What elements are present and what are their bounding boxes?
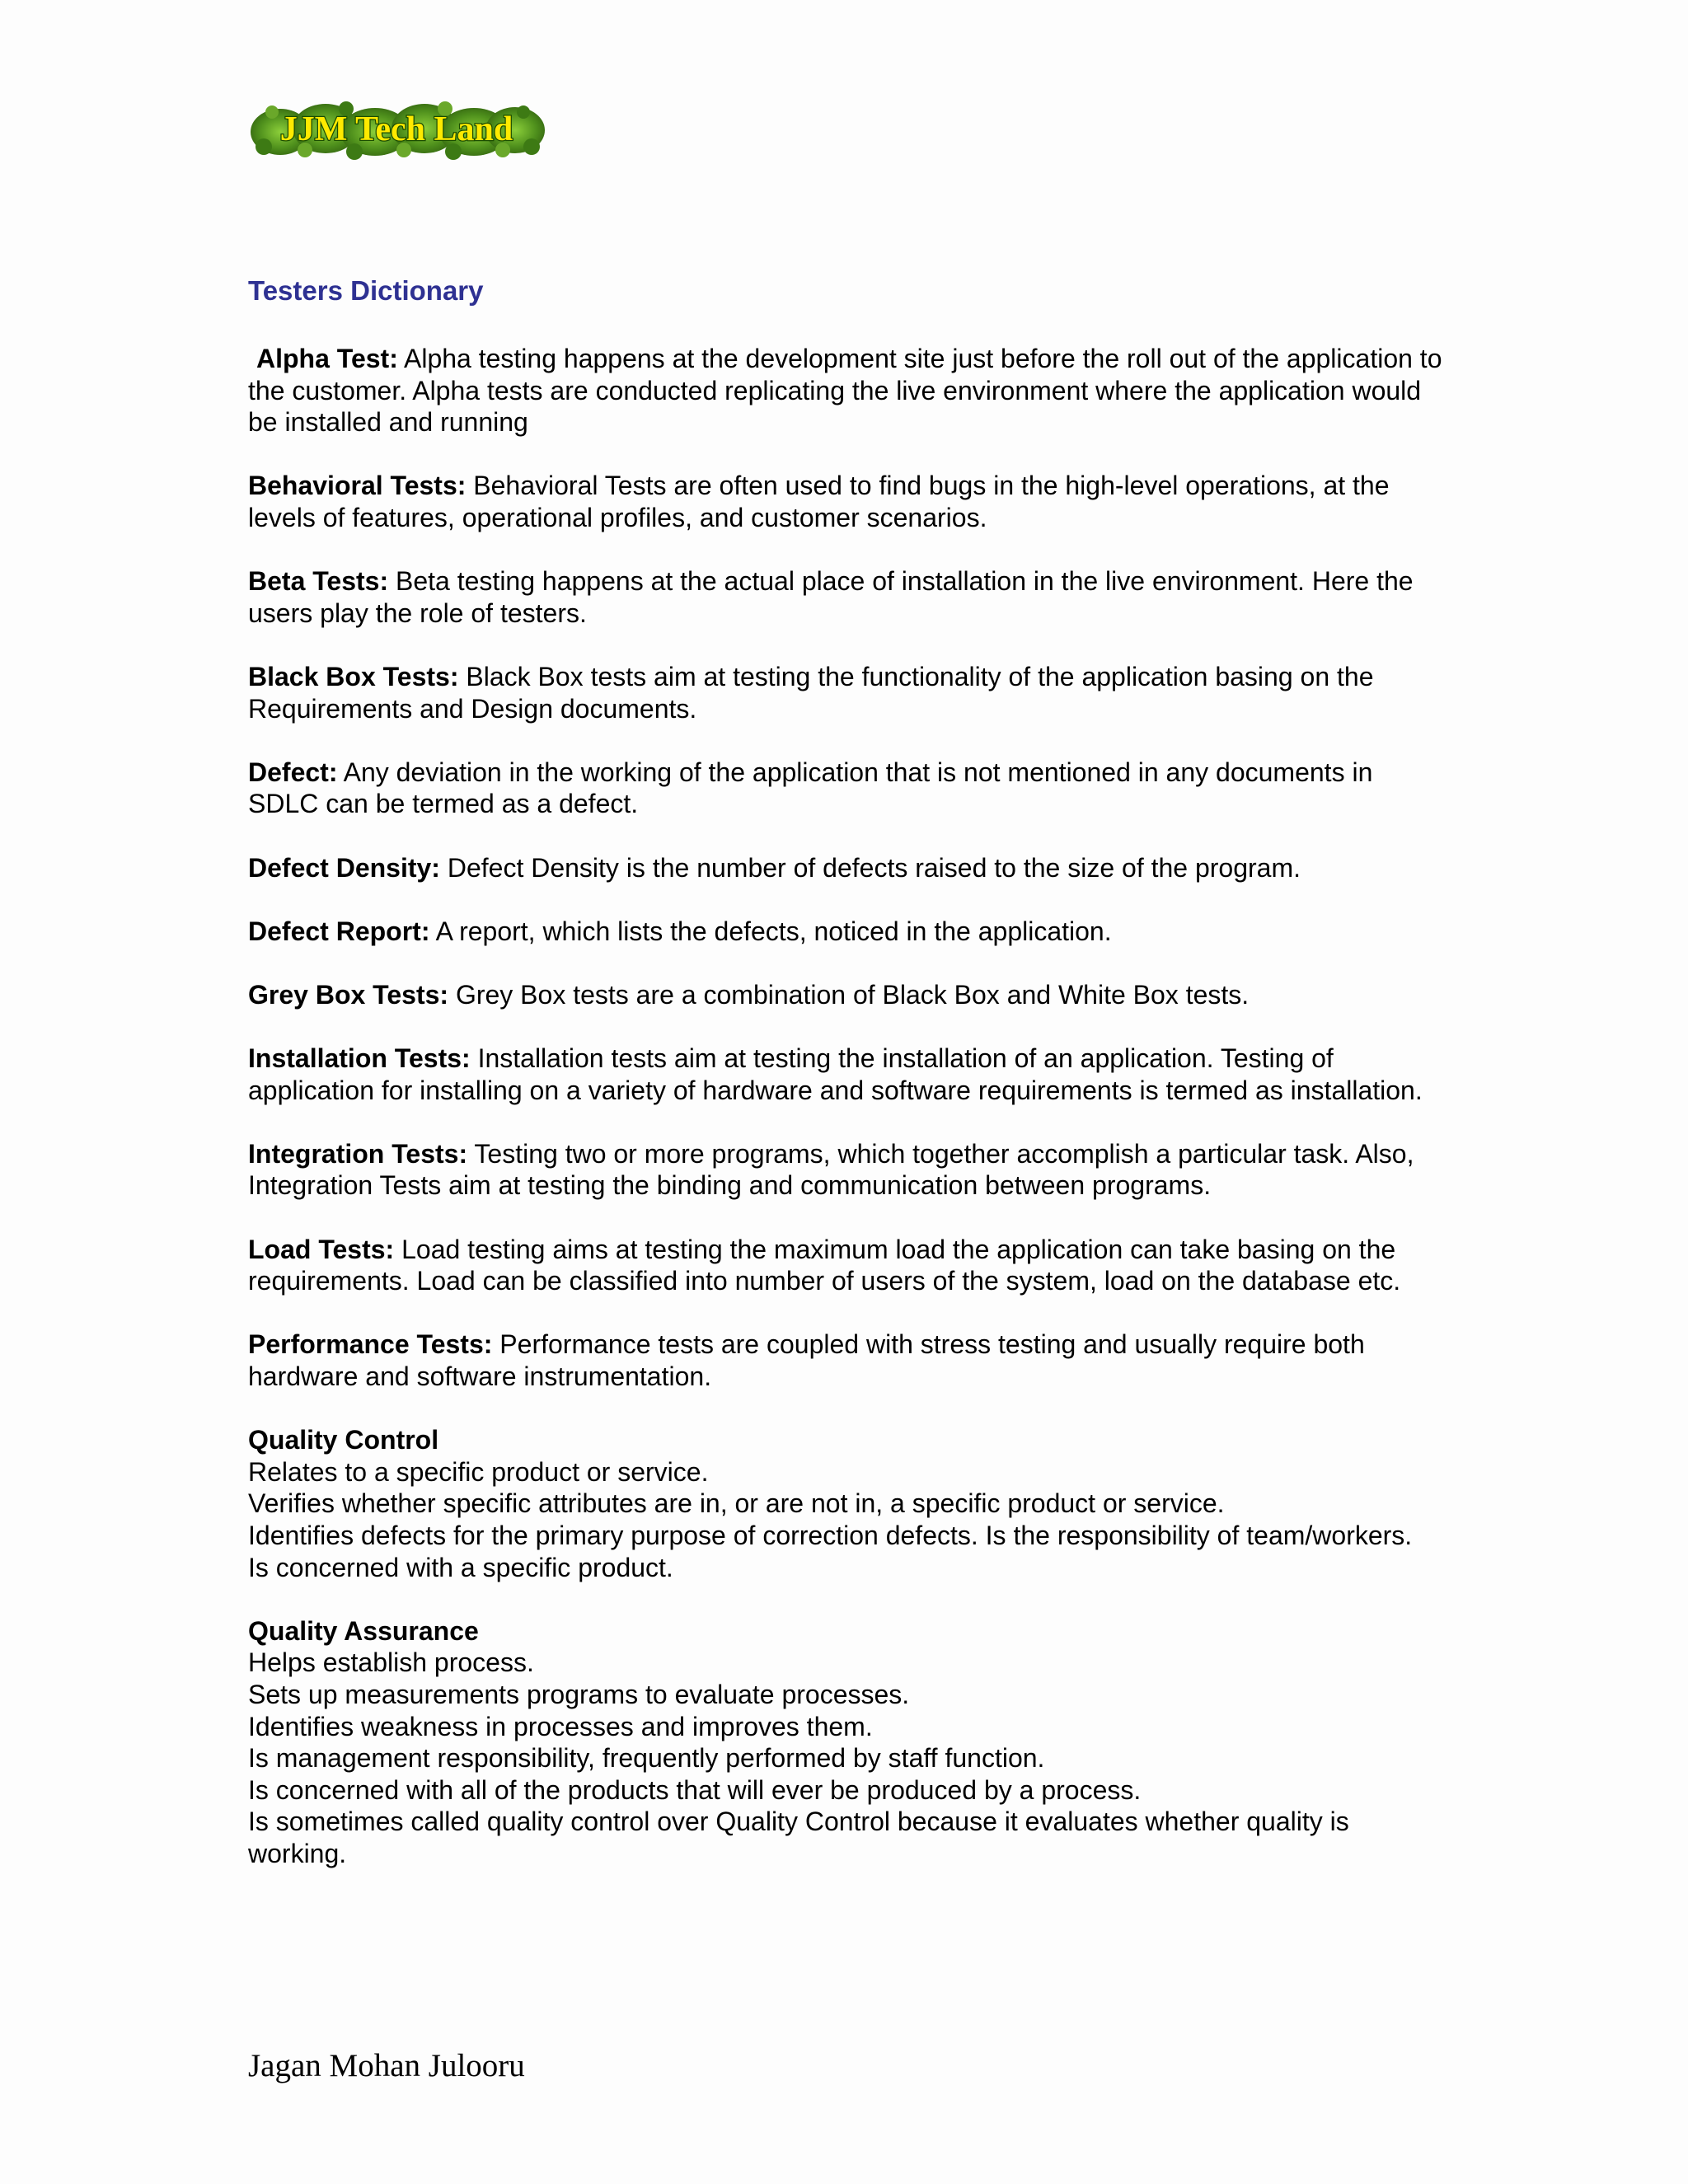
entry-term: Beta Tests: (248, 566, 389, 597)
dictionary-entry (248, 852, 1443, 884)
entry-definition: A report, which lists the defects, noticed in the application. (435, 916, 1112, 946)
dictionary-entry (248, 916, 1443, 948)
entry-definition: Performance tests are coupled with stress testing and usually require both hardware and software instrumentation. (248, 1329, 1365, 1391)
entry-term: Defect Report: (248, 916, 430, 946)
list-item: Identifies defects for the primary purpose of correction defects. Is the responsibility of team/workers. (248, 1520, 1413, 1550)
list-item: Is management responsibility, frequently performed by staff function. (248, 1743, 1045, 1774)
entry-term: Integration Tests: (248, 1138, 468, 1169)
list-item: Verifies whether specific attributes are in, or are not in, a specific product or service. (248, 1488, 1225, 1519)
dictionary-entry (248, 661, 1443, 724)
quality-control-section (248, 1424, 1443, 1583)
entry-term: Defect: (248, 757, 338, 787)
dictionary-entry (248, 1043, 1443, 1106)
entry-term: Behavioral Tests: (248, 471, 467, 501)
list-item: Sets up measurements programs to evaluate processes. (248, 1679, 910, 1709)
author-footer: Jagan Mohan Julooru (248, 2048, 525, 2083)
dictionary-entry (248, 979, 1443, 1011)
dictionary-entry (248, 1234, 1443, 1297)
entry-definition: Any deviation in the working of the application that is not mentioned in any documents in SDLC can be termed as a defect. (248, 757, 1373, 819)
entry-definition: Defect Density is the number of defects raised to the size of the program. (447, 852, 1301, 883)
entry-definition: Beta testing happens at the actual place of installation in the live environment. Here the users play the role of testers. (248, 566, 1414, 628)
entry-term: Defect Density: (248, 852, 440, 883)
entry-definition: Alpha testing happens at the development site just before the roll out of the application to the customer. Alpha tests are conducted replicating the live environment where the application would be installed and running (248, 344, 1442, 438)
dictionary-entry (248, 470, 1443, 533)
quality-assurance-section (248, 1615, 1443, 1870)
dictionary-entry (248, 1138, 1443, 1202)
entry-definition: Behavioral Tests are often used to find bugs in the high-level operations, at the levels of features, operational profiles, and customer scenarios. (248, 471, 1390, 532)
entry-definition: Testing two or more programs, which together accomplish a particular task. Also, Integration Tests aim at testing the binding and communication between programs. (248, 1138, 1414, 1201)
dictionary-entry (248, 757, 1443, 820)
list-item: Is sometimes called quality control over Quality Control because it evaluates whether quality is working. (248, 1807, 1349, 1868)
list-item: Identifies weakness in processes and improves them. (248, 1711, 873, 1741)
entry-definition: Installation tests aim at testing the installation of an application. Testing of application for installing on a variety of hardware and software requirements is termed as installation. (248, 1043, 1423, 1105)
list-item: Relates to a specific product or service. (248, 1456, 709, 1487)
dictionary-entries (248, 343, 1443, 1901)
dictionary-entry (248, 565, 1443, 629)
jjm-tech-land-logo (247, 99, 546, 162)
entry-term: Alpha Test: (256, 344, 398, 373)
page-title: Testers Dictionary (248, 275, 484, 306)
entry-term: Black Box Tests: (248, 661, 459, 691)
section-heading: Quality Control (248, 1425, 439, 1455)
entry-definition: Black Box tests aim at testing the functionality of the application basing on the Requirements and Design documents. (248, 661, 1374, 724)
logo-text: JJM Tech Land (279, 110, 513, 148)
entry-definition: Load testing aims at testing the maximum load the application can take basing on the requirements. Load can be classified into number of users of the system, load on the database etc. (248, 1234, 1401, 1296)
list-item: Helps establish process. (248, 1647, 534, 1678)
entry-term: Grey Box Tests: (248, 979, 449, 1010)
entry-definition: Grey Box tests are a combination of Black Box and White Box tests. (455, 979, 1250, 1010)
entry-term: Load Tests: (248, 1234, 395, 1264)
entry-term: Installation Tests: (248, 1043, 471, 1074)
section-heading: Quality Assurance (248, 1615, 479, 1646)
list-item: Is concerned with a specific product. (248, 1552, 673, 1582)
dictionary-entry (248, 343, 1443, 438)
list-item: Is concerned with all of the products that will ever be produced by a process. (248, 1774, 1142, 1805)
entry-term: Performance Tests: (248, 1329, 493, 1360)
dictionary-entry (248, 1329, 1443, 1392)
